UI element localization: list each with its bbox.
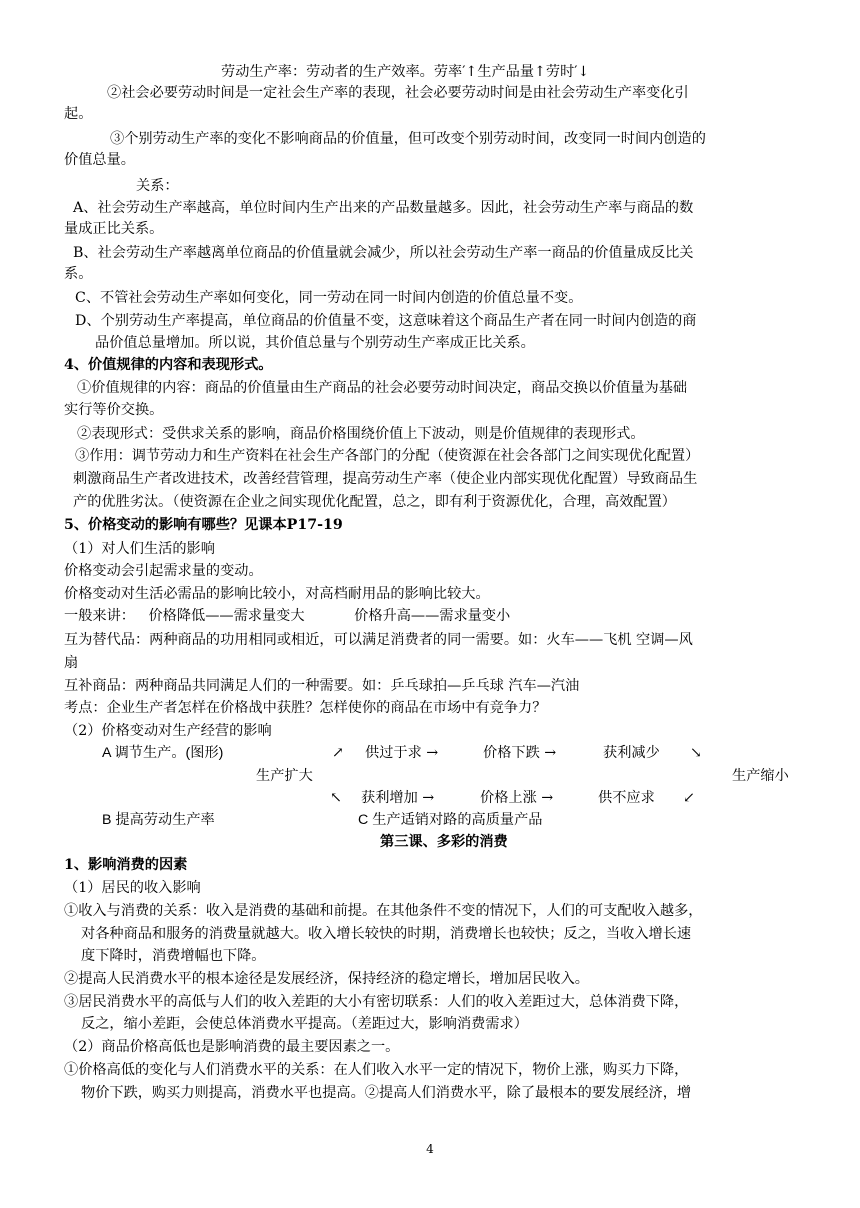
text-line: 刺激商品生产者改进技术，改善经营管理，提高劳动生产率（使企业内部实现优化配置）导致商品生 [73,471,698,487]
text-line: ②社会必要劳动时间是一定社会生产率的表现，社会必要劳动时间是由社会劳动生产率变化引 [107,85,689,101]
text-line: 品价值总量增加。所以说，其价值总量与个别劳动生产率成正比关系。 [95,335,535,351]
lesson-title: 第三课、多彩的消费 [380,834,508,850]
page-number: 4 [426,1142,434,1156]
text-line: C、不管社会劳动生产率如何变化，同一劳动在同一时间内创造的价值总量不变。 [75,290,583,306]
arrow-up-left-icon: ↖ [330,790,342,806]
text-line: 劳动生产率：劳动者的生产效率。劳率′↑生产品量↑劳时′↓ [221,64,590,80]
text-line: （2）价格变动对生产经营的影响 [64,723,272,739]
diagram-node: 供过于求 → [365,745,439,761]
text-line: 互补商品：两种商品共同满足人们的一种需要。如：乒乓球拍—乒乓球 汽车—汽油 [64,678,580,694]
arrow-down-right-icon: ↘ [690,745,702,761]
text-line: 对各种商品和服务的消费量就越大。收入增长较快的时期，消费增长也较快；反之，当收入增长速 [81,926,692,942]
text-line: 起。 [64,106,93,122]
text-line: B、社会劳动生产率越离单位商品的价值量就会减少，所以社会劳动生产率一商品的价值量成反比关 [73,245,694,261]
diagram-label-b: B 提高劳动生产率 [102,812,215,828]
arrow-up-right-icon: ↗ [332,745,344,761]
text-line: （1）对人们生活的影响 [64,541,215,557]
section-heading: 5、价格变动的影响有哪些？见课本P17-19 [64,517,343,533]
text-line: ①价值规律的内容：商品的价值量由生产商品的社会必要劳动时间决定，商品交换以价值量为基础 [77,380,688,396]
diagram-label-c: C 生产适销对路的高质量产品 [358,812,543,828]
diagram-node: 供不应求 [598,790,655,806]
arrow-down-left-icon: ↙ [683,790,695,806]
text-line: 量成正比关系。 [64,221,164,237]
diagram-node: 生产缩小 [732,768,789,784]
diagram-node: 获利减少 [603,745,660,761]
diagram-node: 价格上涨 → [480,790,554,806]
text-line: 系。 [64,266,93,282]
text-line: 扇 [64,655,79,671]
text-line: 一般来讲： 价格降低——需求量变大 价格升高——需求量变小 [64,608,511,624]
text-line: ②表现形式：受供求关系的影响，商品价格围绕价值上下波动，则是价值规律的表现形式。 [77,426,645,442]
text-line: 考点：企业生产者怎样在价格战中获胜？怎样使你的商品在市场中有竞争力？ [64,700,547,716]
text-line: ②提高人民消费水平的根本途径是发展经济，保持经济的稳定增长，增加居民收入。 [64,971,589,987]
text-line: 价值总量。 [64,152,135,168]
text-line: 关系： [136,178,179,194]
diagram-node: 生产扩大 [256,768,313,784]
diagram-node: 获利增加 → [361,790,435,806]
text-line: D、个别劳动生产率提高，单位商品的价值量不变，这意味着这个商品生产者在同一时间内创造的商 [75,313,697,329]
text-line: 价格变动对生活必需品的影响比较小，对高档耐用品的影响比较大。 [64,586,490,602]
diagram-node: 价格下跌 → [483,745,557,761]
diagram-label-a: A 调节生产。(图形) [102,745,224,761]
text-line: （2）商品价格高低也是影响消费的最主要因素之一。 [64,1039,400,1055]
text-line: ③居民消费水平的高低与人们的收入差距的大小有密切联系：人们的收入差距过大，总体消费下降， [64,994,689,1010]
text-line: 价格变动会引起需求量的变动。 [64,563,263,579]
text-line: （1）居民的收入影响 [64,880,201,896]
text-line: 实行等价交换。 [64,402,164,418]
text-line: ③个别劳动生产率的变化不影响商品的价值量，但可改变个别劳动时间，改变同一时间内创造的 [110,131,706,147]
text-line: 物价下跌，购买力则提高，消费水平也提高。②提高人们消费水平，除了最根本的要发展经济，增 [81,1085,692,1101]
text-line: ①价格高低的变化与人们消费水平的关系：在人们收入水平一定的情况下，物价上涨，购买力下降， [64,1062,689,1078]
text-line: 互为替代品：两种商品的功用相同或相近，可以满足消费者的同一需要。如：火车——飞机 空调—风 [64,632,693,648]
text-line: ①收入与消费的关系：收入是消费的基础和前提。在其他条件不变的情况下，人们的可支配收入越多， [64,903,703,919]
text-line: A、社会劳动生产率越高，单位时间内生产出来的产品数量越多。因此，社会劳动生产率与商品的数 [73,200,694,216]
text-line: 产的优胜劣汰。（使资源在企业之间实现优化配置，总之，即有利于资源优化，合理，高效配置） [73,494,676,510]
text-line: 反之，缩小差距，会使总体消费水平提高。（差距过大，影响消费需求） [81,1016,528,1032]
text-line: 度下降时，消费增幅也下降。 [81,948,266,964]
section-heading: 1、影响消费的因素 [64,857,188,873]
text-line: ③作用：调节劳动力和生产资料在社会生产各部门的分配（使资源在社会各部门之间实现优化配置） [75,448,700,464]
section-heading: 4、价值规律的内容和表现形式。 [64,357,273,373]
